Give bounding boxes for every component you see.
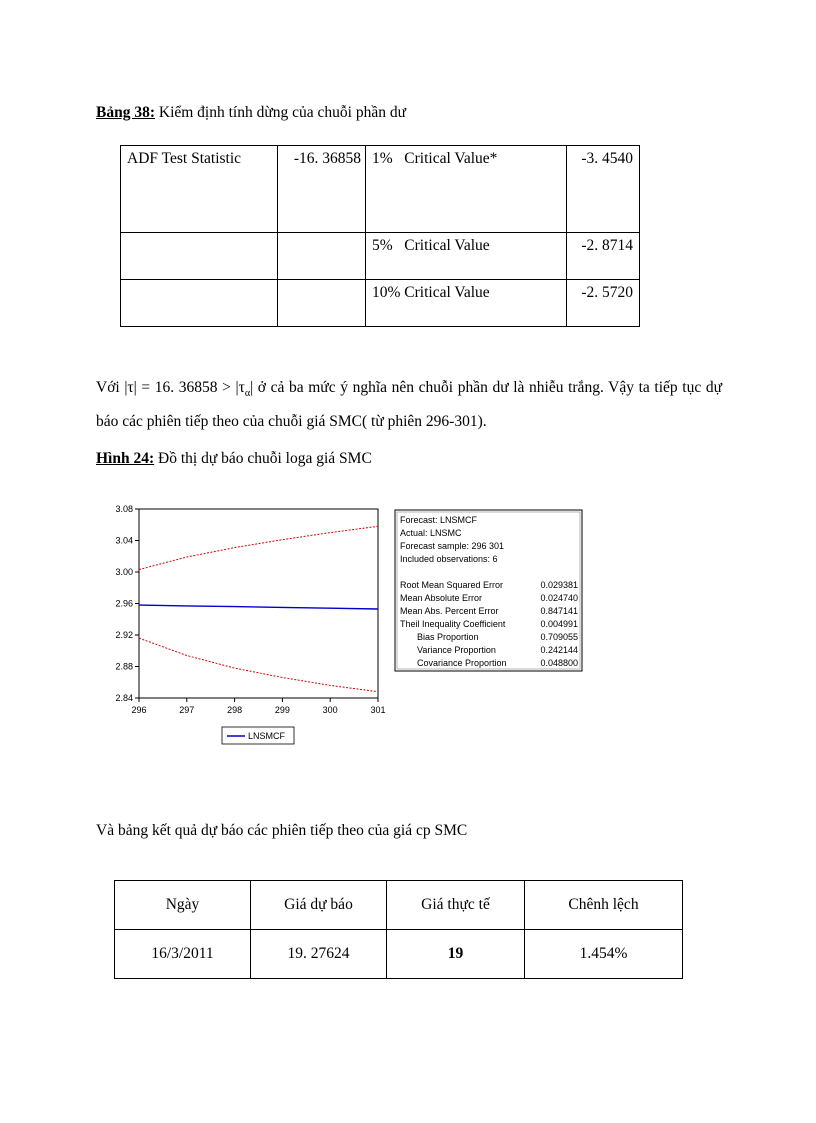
table-cell: -3. 4540 bbox=[567, 146, 640, 233]
stats-metric-value: 0.709055 bbox=[540, 632, 578, 642]
table-cell: -2. 5720 bbox=[567, 280, 640, 327]
forecast-result-table bbox=[114, 880, 683, 979]
table-cell: -2. 8714 bbox=[567, 233, 640, 280]
y-tick-label: 3.04 bbox=[115, 535, 133, 546]
table-header-cell: Chênh lệch bbox=[525, 881, 683, 930]
y-tick-label: 2.88 bbox=[115, 661, 133, 672]
stats-metric-label: Variance Proportion bbox=[417, 645, 496, 655]
x-tick-label: 298 bbox=[227, 705, 243, 715]
y-tick-label: 2.84 bbox=[115, 693, 133, 703]
stats-metric-label: Theil Inequality Coefficient bbox=[400, 619, 506, 629]
stats-metric-value: 0.048800 bbox=[540, 658, 578, 668]
stats-header-line: Forecast sample: 296 301 bbox=[400, 541, 505, 551]
stats-metric-label: Covariance Proportion bbox=[417, 658, 507, 668]
stats-metric-value: 0.029381 bbox=[540, 580, 578, 590]
table-cell: 19 bbox=[387, 930, 525, 979]
forecast-sentence: Và bảng kết quả dự báo các phiên tiếp theo của giá cp SMC bbox=[96, 822, 468, 839]
table-cell: 1% Critical Value* bbox=[366, 146, 567, 233]
y-tick-label: 3.00 bbox=[115, 567, 133, 577]
paragraph-text-part1: Với |τ| = 16. 36858 > |τ bbox=[96, 379, 245, 396]
x-tick-label: 301 bbox=[370, 705, 386, 715]
x-tick-label: 296 bbox=[131, 705, 147, 715]
table-header-cell: Ngày bbox=[115, 881, 251, 930]
table-cell: 1.454% bbox=[525, 930, 683, 979]
table-cell: 19. 27624 bbox=[251, 930, 387, 979]
table-cell: 5% Critical Value bbox=[366, 233, 567, 280]
y-tick-label: 2.96 bbox=[115, 598, 133, 609]
table-caption-text: Kiểm định tính dừng của chuỗi phần dư bbox=[155, 104, 406, 121]
stats-metric-label: Root Mean Squared Error bbox=[400, 580, 504, 590]
chart-plot-group bbox=[115, 504, 385, 744]
table-row bbox=[115, 930, 683, 979]
stats-metric-label: Mean Abs. Percent Error bbox=[400, 606, 499, 616]
paragraph-subscript: α bbox=[244, 388, 251, 400]
x-tick-label: 299 bbox=[274, 705, 290, 715]
stats-metric-value: 0.242144 bbox=[540, 645, 578, 655]
stats-metric-label: Mean Absolute Error bbox=[400, 593, 483, 603]
y-tick-label: 3.08 bbox=[115, 504, 133, 514]
table-header-cell: Giá dự báo bbox=[251, 881, 387, 930]
x-tick-label: 300 bbox=[322, 705, 338, 715]
plot-frame bbox=[139, 509, 378, 698]
table-header-row bbox=[115, 881, 683, 930]
y-tick-label: 2.92 bbox=[115, 630, 133, 640]
figure-caption-label: Hình 24: bbox=[96, 450, 155, 467]
table-cell: 10% Critical Value bbox=[366, 280, 567, 327]
stats-metric-value: 0.004991 bbox=[540, 619, 578, 629]
stats-metric-value: 0.024740 bbox=[540, 593, 578, 603]
stats-header-line: Forecast: LNSMCF bbox=[400, 515, 478, 525]
paragraph-text-part2: | ở cả ba mức ý nghĩa nên chuỗi phần dư là nhiễu trắng. Vậy ta tiếp tục dự báo các phiên tiếp theo của chuỗi giá SMC( từ phiên 296-301). bbox=[96, 379, 722, 431]
x-tick-label: 297 bbox=[179, 705, 195, 715]
stats-header-line: Included observations: 6 bbox=[400, 554, 498, 564]
table-header-cell: Giá thực tế bbox=[387, 881, 525, 930]
table-cell: 16/3/2011 bbox=[115, 930, 251, 979]
stats-metric-value: 0.847141 bbox=[540, 606, 578, 616]
stats-metric-label: Bias Proportion bbox=[417, 632, 479, 642]
table-cell: ADF Test Statistic bbox=[121, 146, 278, 233]
figure-caption-text: Đồ thị dự báo chuỗi loga giá SMC bbox=[154, 450, 372, 467]
legend-label: LNSMCF bbox=[248, 731, 286, 741]
table-caption-label: Bảng 38: bbox=[96, 104, 155, 121]
forecast-stats-box bbox=[395, 510, 582, 671]
table-cell: -16. 36858 bbox=[278, 146, 366, 233]
stats-header-line: Actual: LNSMC bbox=[400, 528, 462, 538]
